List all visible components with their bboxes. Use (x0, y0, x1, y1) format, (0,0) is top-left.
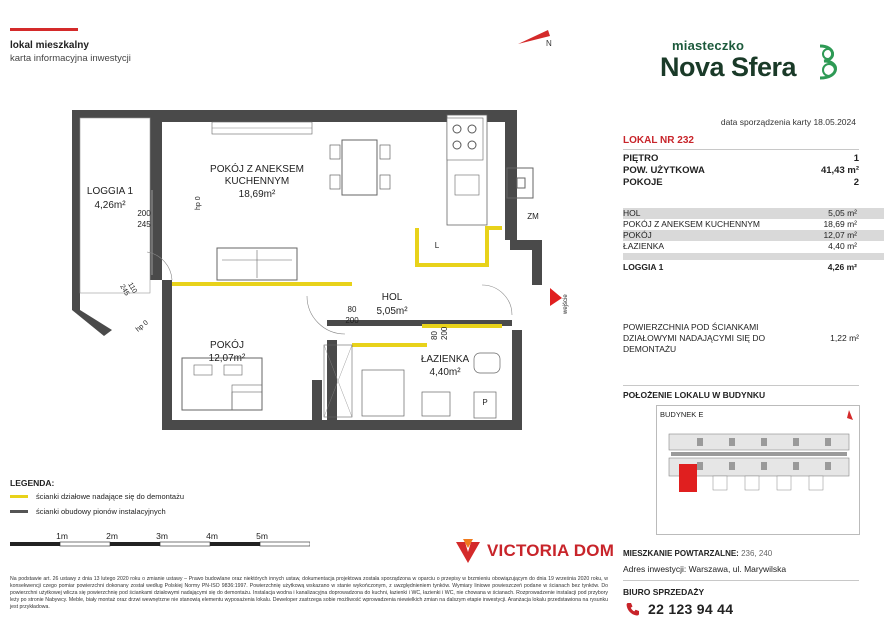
room-label: ŁAZIENKA (623, 241, 665, 251)
plan-kitchen-label-1: POKÓJ Z ANEKSEM (210, 164, 304, 175)
plan-dim: 80 (430, 331, 439, 340)
legal-footer: Na podstawie art. 26 ustawy z dnia 13 lutego 2020 roku o zmianie ustawy – Prawo budowlane oraz niektórych innych ustaw, dokumentacja projektowa została sporządzona w oparciu o przepisy w brzmieniu obowiązującym do dnia 19 września 2020 roku, w konsekwencji czego pomiar powierzchni dokonany został według Polskiej Normy PN-ISO 9836:1997. Powierzchnię użytkową wskazano w stanie wykończonym, z uwzględnieniem tynków. Wymiary liniowe powieszczeń podane w ścianach bez tynków. Do powierzchni użytkowej wlicza się powierzchnię pod ściankami działowymi nadającymi się do demontażu. Instalacja wodna i kanalizacyjna doprowadzona do kuchni, łazienki i WC, łazienki i WC, nie chowana w ścianach. Rozprowadzenie instalacji pod przybory leży po stronie Nabywcy. Meble, biały montaż oraz drzwi wewnętrzne nie stanowią elementu wyposażenia lokalu. Deweloper zastrzega sobie możliwość wprowadzenia niewielkich zmian na dalszym etapie inwestycji. Aranżacja lokalu przedstawiona na rysunku jest przykładowa. (10, 576, 608, 610)
legend-swatch-gray (10, 510, 28, 513)
summary-floor-label: PIĘTRO (623, 153, 659, 164)
plan-kitchen-area: 18,69m² (238, 189, 276, 200)
room-value: 12,07 m² (823, 230, 857, 240)
map-north-icon (847, 410, 853, 420)
summary-area-label: POW. UŻYTKOWA (623, 165, 705, 176)
loggia-label: LOGGIA 1 (623, 262, 664, 272)
investment-address: Adres inwestycji: Warszawa, ul. Marywilska (623, 564, 787, 574)
header-accent-bar (10, 28, 78, 31)
legend-title: LEGENDA: (10, 478, 55, 488)
room-row (623, 219, 884, 230)
legend-item-label: ścianki obudowy pionów instalacyjnych (36, 507, 166, 516)
entrance-arrow-icon (550, 288, 562, 306)
logo-small-text: miasteczko (672, 38, 745, 53)
plan-entrance-label: wejście (563, 294, 569, 314)
summary-area (623, 165, 859, 176)
document-type: lokal mieszkalny (10, 40, 89, 51)
loggia-value: 4,26 m² (827, 262, 857, 272)
lokal-number: LOKAL NR 232 (623, 135, 694, 146)
north-label: N (546, 39, 552, 48)
room-row-spacer (623, 253, 884, 260)
room-label: HOL (623, 208, 641, 218)
plan-hol-area: 5,05m² (376, 306, 408, 317)
developer-logo-icon (455, 538, 481, 564)
developer-logo (455, 538, 614, 564)
logo-big-text: Nova Sfera (660, 52, 797, 82)
plan-l: L (434, 241, 440, 250)
legend-item-label: ścianki działowe nadające się do demontażu (36, 492, 185, 501)
north-arrow-icon (516, 24, 556, 48)
summary-floor (623, 153, 859, 164)
plan-hp: hp 0 (195, 196, 202, 210)
phone-icon (625, 601, 641, 617)
legend-swatch-yellow (10, 495, 28, 498)
room-row (623, 241, 884, 252)
room-row (623, 208, 884, 219)
room-label: POKÓJ (623, 230, 652, 240)
developer-name: VICTORIA DOM (487, 541, 615, 560)
repeat-label: MIESZKANIE POWTARZALNE: (623, 549, 739, 558)
plan-dim: 200 (137, 209, 151, 218)
plan-hp: hp 0 (134, 319, 150, 334)
document-subtitle: karta informacyjna inwestycji (10, 53, 131, 64)
demolition-note: POWIERZCHNIA POD ŚCIANKAMI DZIAŁOWYMI NADAJĄCYMI SIĘ DO DEMONTAŻU (623, 322, 766, 354)
building-label: BUDYNEK E (660, 410, 704, 419)
plan-kitchen-label-2: KUCHENNYM (224, 176, 290, 187)
loggia-row (623, 262, 884, 273)
summary-rooms-label: POKOJE (623, 177, 663, 188)
scale-bar (10, 530, 310, 550)
room-row (623, 230, 884, 241)
plan-loggia-label: LOGGIA 1 (86, 186, 134, 197)
highlighted-unit (679, 464, 697, 492)
plan-dim: 110 (126, 281, 138, 295)
plan-loggia-area: 4,26m² (94, 200, 126, 211)
divider (623, 149, 859, 150)
scale-label: 5m (256, 531, 268, 541)
plan-lazienka-label: ŁAZIENKA (420, 354, 470, 365)
plan-pokoj-label: POKÓJ (210, 340, 244, 351)
repeat-value: 236, 240 (741, 549, 773, 558)
divider (623, 580, 859, 581)
room-value: 4,40 m² (828, 241, 857, 251)
floor-plan (62, 100, 622, 440)
plan-dim: 200 (345, 316, 359, 325)
plan-zm: ZM (527, 212, 539, 221)
plan-dim: 200 (440, 326, 449, 340)
summary-area-value: 41,43 m² (820, 165, 859, 176)
building-location-map (656, 405, 860, 535)
room-value: 18,69 m² (823, 219, 857, 229)
scale-label: 3m (156, 531, 168, 541)
scale-label: 1m (56, 531, 68, 541)
plan-lazienka-area: 4,40m² (429, 367, 461, 378)
sales-phone[interactable]: 22 123 94 44 (648, 601, 734, 617)
plan-dim: 245 (137, 220, 151, 229)
divider (623, 385, 859, 386)
room-label: POKÓJ Z ANEKSEM KUCHENNYM (623, 219, 760, 229)
location-title: POŁOŻENIE LOKALU W BUDYNKU (623, 390, 766, 400)
demolition-note-value: 1,22 m² (830, 333, 859, 343)
legend-item-shafts (10, 507, 166, 516)
scale-label: 4m (206, 531, 218, 541)
plan-dim: 245 (118, 283, 131, 298)
legend-item-demolition (10, 492, 184, 501)
card-date: data sporządzenia karty 18.05.2024 (720, 117, 856, 127)
plan-hol-label: HOL (381, 292, 403, 303)
plan-dim: 80 (347, 305, 357, 314)
sales-office-title: BIURO SPRZEDAŻY (623, 587, 705, 597)
summary-rooms-value: 2 (853, 177, 859, 188)
scale-label: 2m (106, 531, 118, 541)
logo-mark-icon (814, 42, 844, 82)
summary-rooms (623, 177, 859, 188)
plan-p: P (482, 398, 488, 407)
plan-pokoj-area: 12,07m² (208, 353, 246, 364)
room-value: 5,05 m² (828, 208, 857, 218)
repeat-units (623, 549, 772, 558)
summary-floor-value: 1 (853, 153, 859, 164)
